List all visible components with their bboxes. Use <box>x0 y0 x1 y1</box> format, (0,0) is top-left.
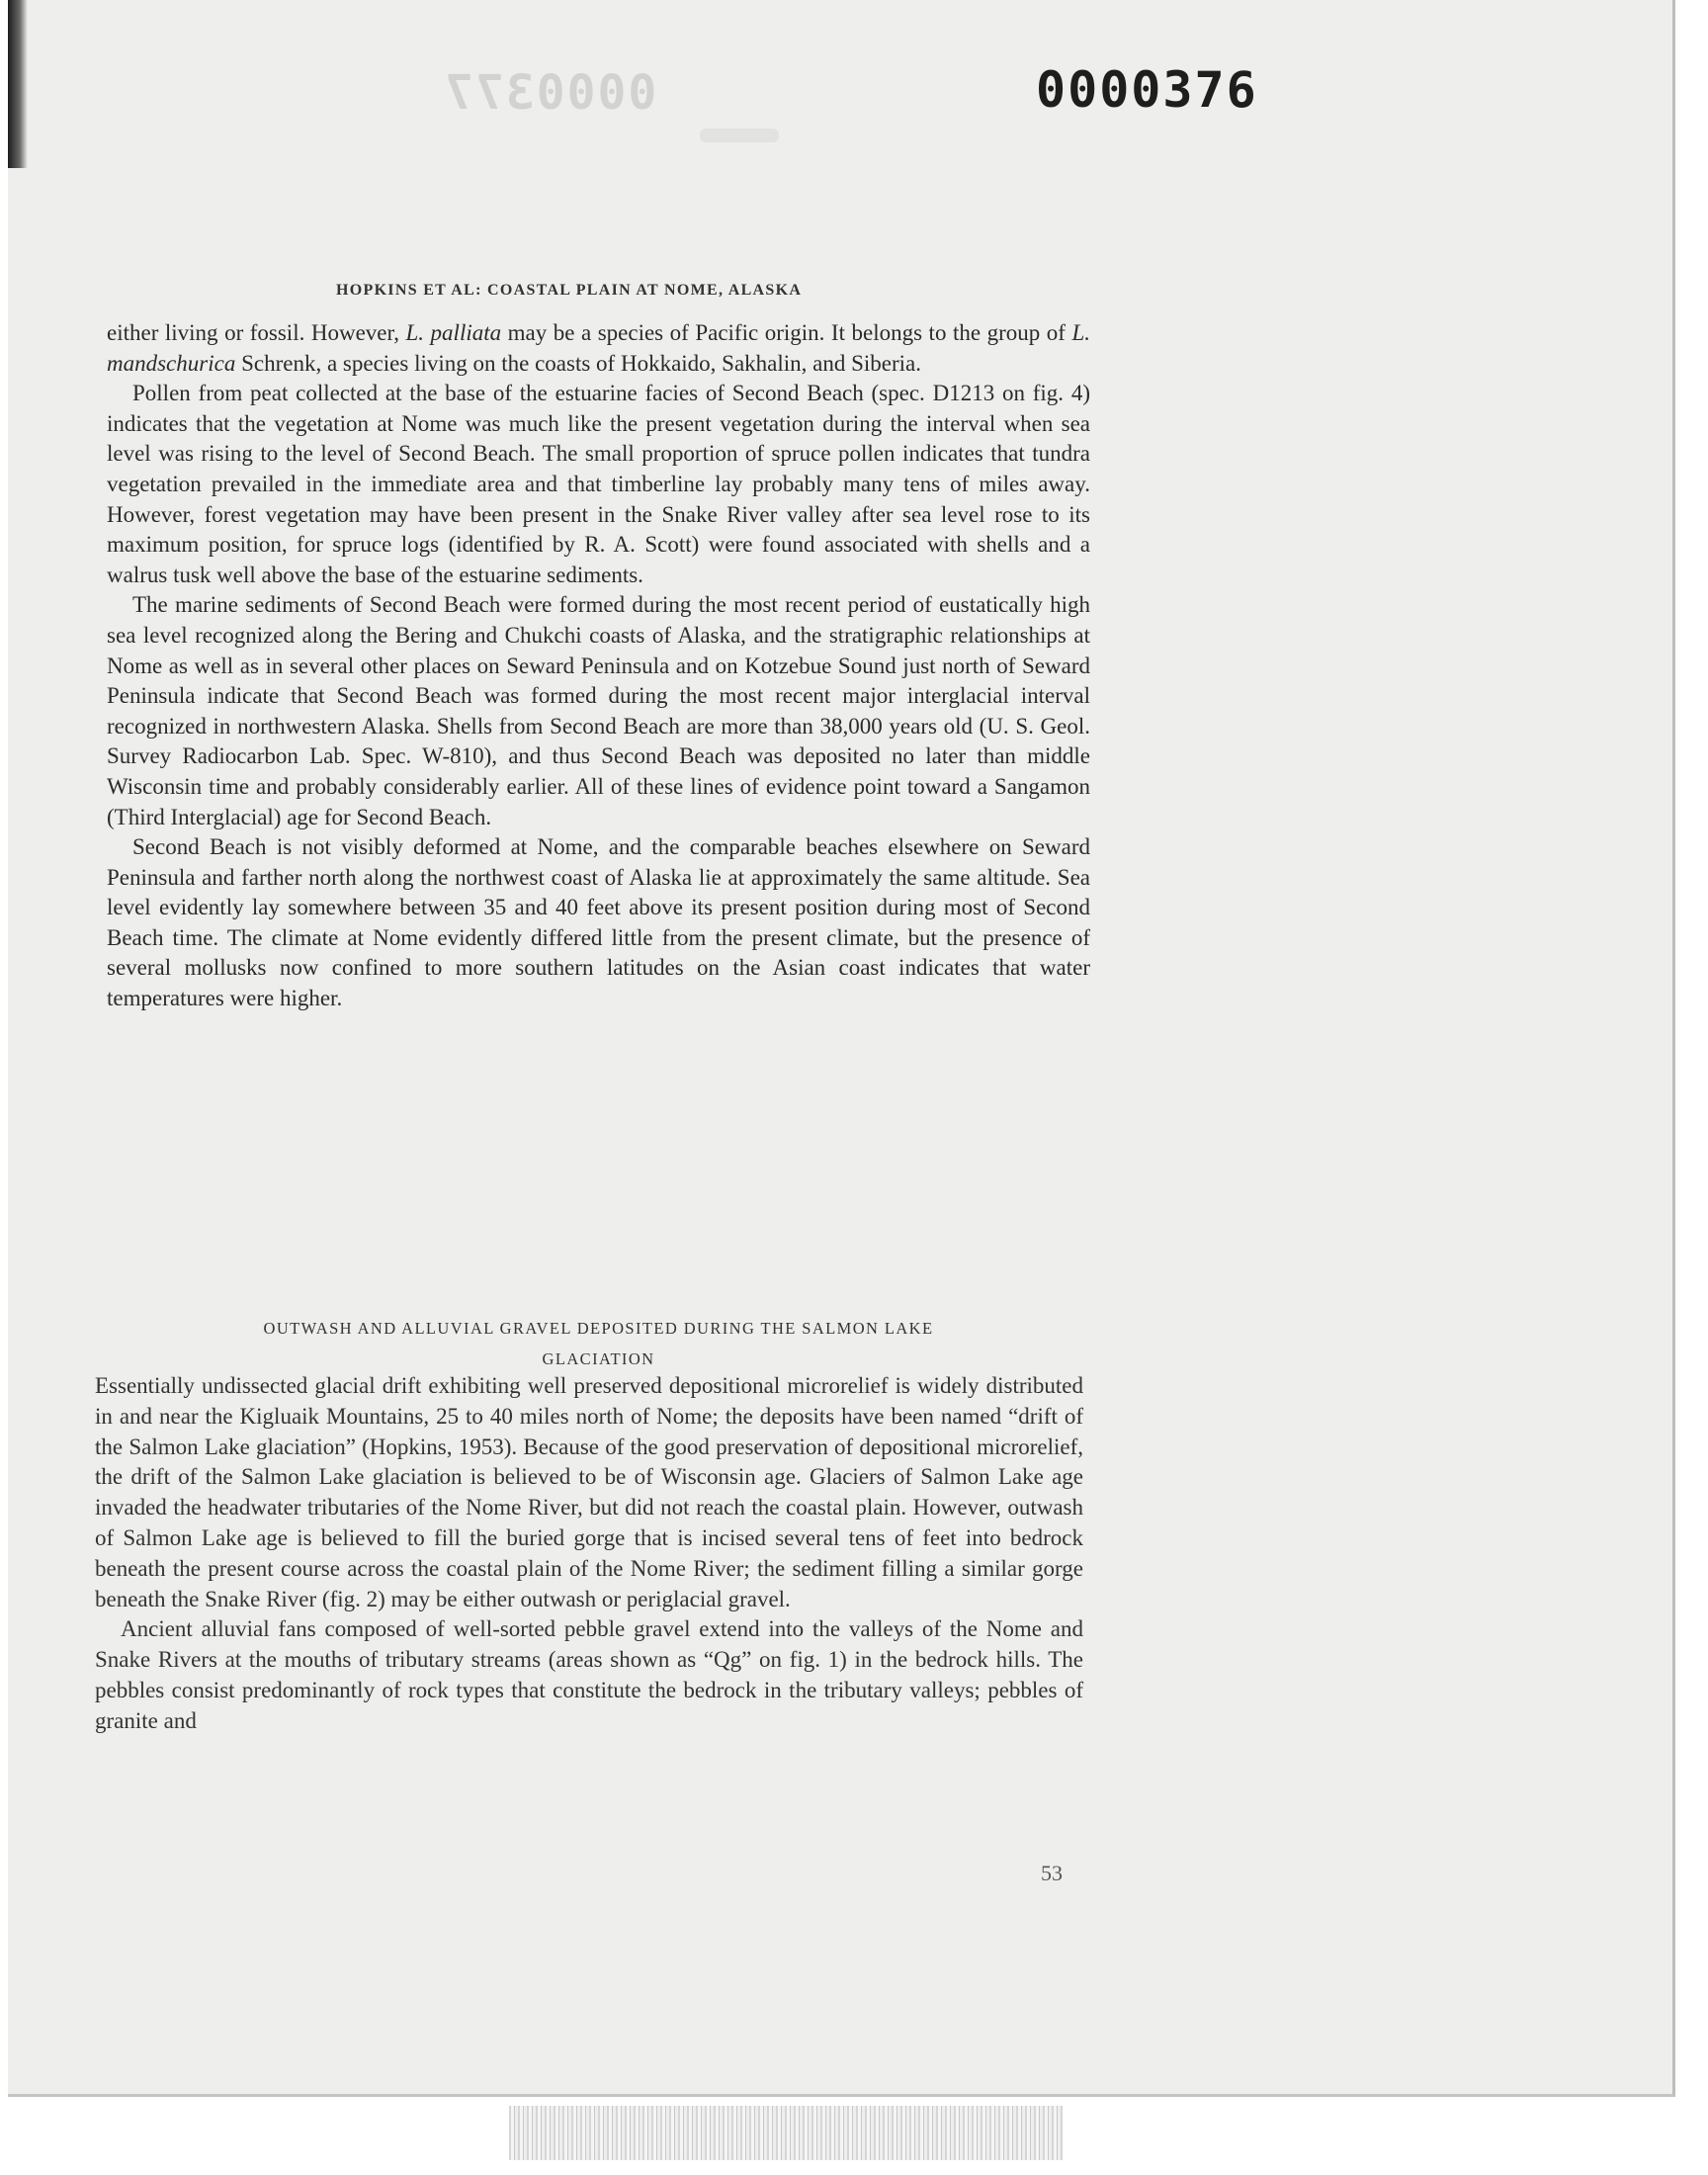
species-name: L. mandschurica <box>107 320 1090 376</box>
running-head: HOPKINS ET AL: COASTAL PLAIN AT NOME, ALASKA <box>336 282 803 299</box>
section-paragraph-1: Essentially undissected glacial drift exhibiting well preserved depositional microrelief is widely distributed in and near the Kigluaik Mountains, 25 to 40 miles north of Nome; the deposits have been named “drift of the Salmon Lake glaciation” (Hopkins, 1953). Because of the good preservation of depositional microrelief, the drift of the Salmon Lake glaciation is believed to be of Wisconsin age. Glaciers of Salmon Lake age invaded the headwater tributaries of the Nome River, but did not reach the coastal plain. However, outwash of Salmon Lake age is believed to fill the buried gorge that is incised several tens of feet into bedrock beneath the present course across the coastal plain of the Nome River; the sediment filling a similar gorge beneath the Snake River (fig. 2) may be either outwash or periglacial gravel. <box>95 1373 1083 1611</box>
paragraph-3: The marine sediments of Second Beach were formed during the most recent period of eustatically high sea level recognized along the Bering and Chukchi coasts of Alaska, and the stratigraphic relationships at Nome as well as in several other places on Seward Peninsula and on Kotzebue Sound just north of Seward Peninsula indicate that Second Beach was formed during the most recent major interglacial interval recognized in northwestern Alaska. Shells from Second Beach are more than 38,000 years old (U. S. Geol. Survey Radiocarbon Lab. Spec. W-810), and thus Second Beach was deposited no later than middle Wisconsin time and probably considerably earlier. All of these lines of evidence point toward a Sangamon (Third Interglacial) age for Second Beach. <box>107 592 1090 829</box>
paragraph-4: Second Beach is not visibly deformed at Nome, and the comparable beaches elsewhere on Seward Peninsula and farther north along the northwest coast of Alaska lie at approximately the same altitude. Sea level evidently lay somewhere between 35 and 40 feet above its present position during most of Second Beach time. The climate at Nome evidently differed little from the present climate, but the presence of several mollusks now confined to more southern latitudes on the Asian coast indicates that water temperatures were higher. <box>107 834 1090 1011</box>
body-text-top <box>107 318 1090 1014</box>
page-sheet <box>8 0 1675 2097</box>
scanner-artifact-strip <box>509 2106 1063 2160</box>
paragraph-2: Pollen from peat collected at the base of the estuarine facies of Second Beach (spec. D1213 on fig. 4) indicates that the vegetation at Nome was much like the present vegetation during the interval when sea level was rising to the level of Second Beach. The small proportion of spruce pollen indicates that tundra vegetation prevailed in the immediate area and that timberline lay probably many tens of miles away. However, forest vegetation may have been present in the Snake River valley after sea level rose to its maximum position, for spruce logs (identified by R. A. Scott) were found associated with shells and a walrus tusk well above the base of the estuarine sediments. <box>107 381 1090 587</box>
body-text-section <box>95 1371 1083 1737</box>
scan-edge-shadow <box>8 0 28 168</box>
paragraph-1: either living or fossil. However, L. palliata may be a species of Pacific origin. It belongs to the group of L. mandschurica Schrenk, a species living on the coasts of Hokkaido, Sakhalin, and Siberia. <box>107 320 1090 376</box>
bleed-through-number: 0000377 <box>443 65 657 121</box>
page-number: 53 <box>1041 1861 1063 1885</box>
section-heading: OUTWASH AND ALLUVIAL GRAVEL DEPOSITED DURING THE SALMON LAKE GLACIATION <box>263 1319 934 1368</box>
section-paragraph-2: Ancient alluvial fans composed of well-sorted pebble gravel extend into the valleys of the Nome and Snake Rivers at the mouths of tributary streams (areas shown as “Qg” on fig. 1) in the bedrock hills. The pebbles consist predominantly of rock types that constitute the bedrock in the tributary valleys; pebbles of granite and <box>95 1616 1083 1733</box>
bleed-through-mark <box>700 129 779 142</box>
species-name: L. palliata <box>405 320 502 345</box>
document-number: 0000376 <box>1036 61 1258 119</box>
